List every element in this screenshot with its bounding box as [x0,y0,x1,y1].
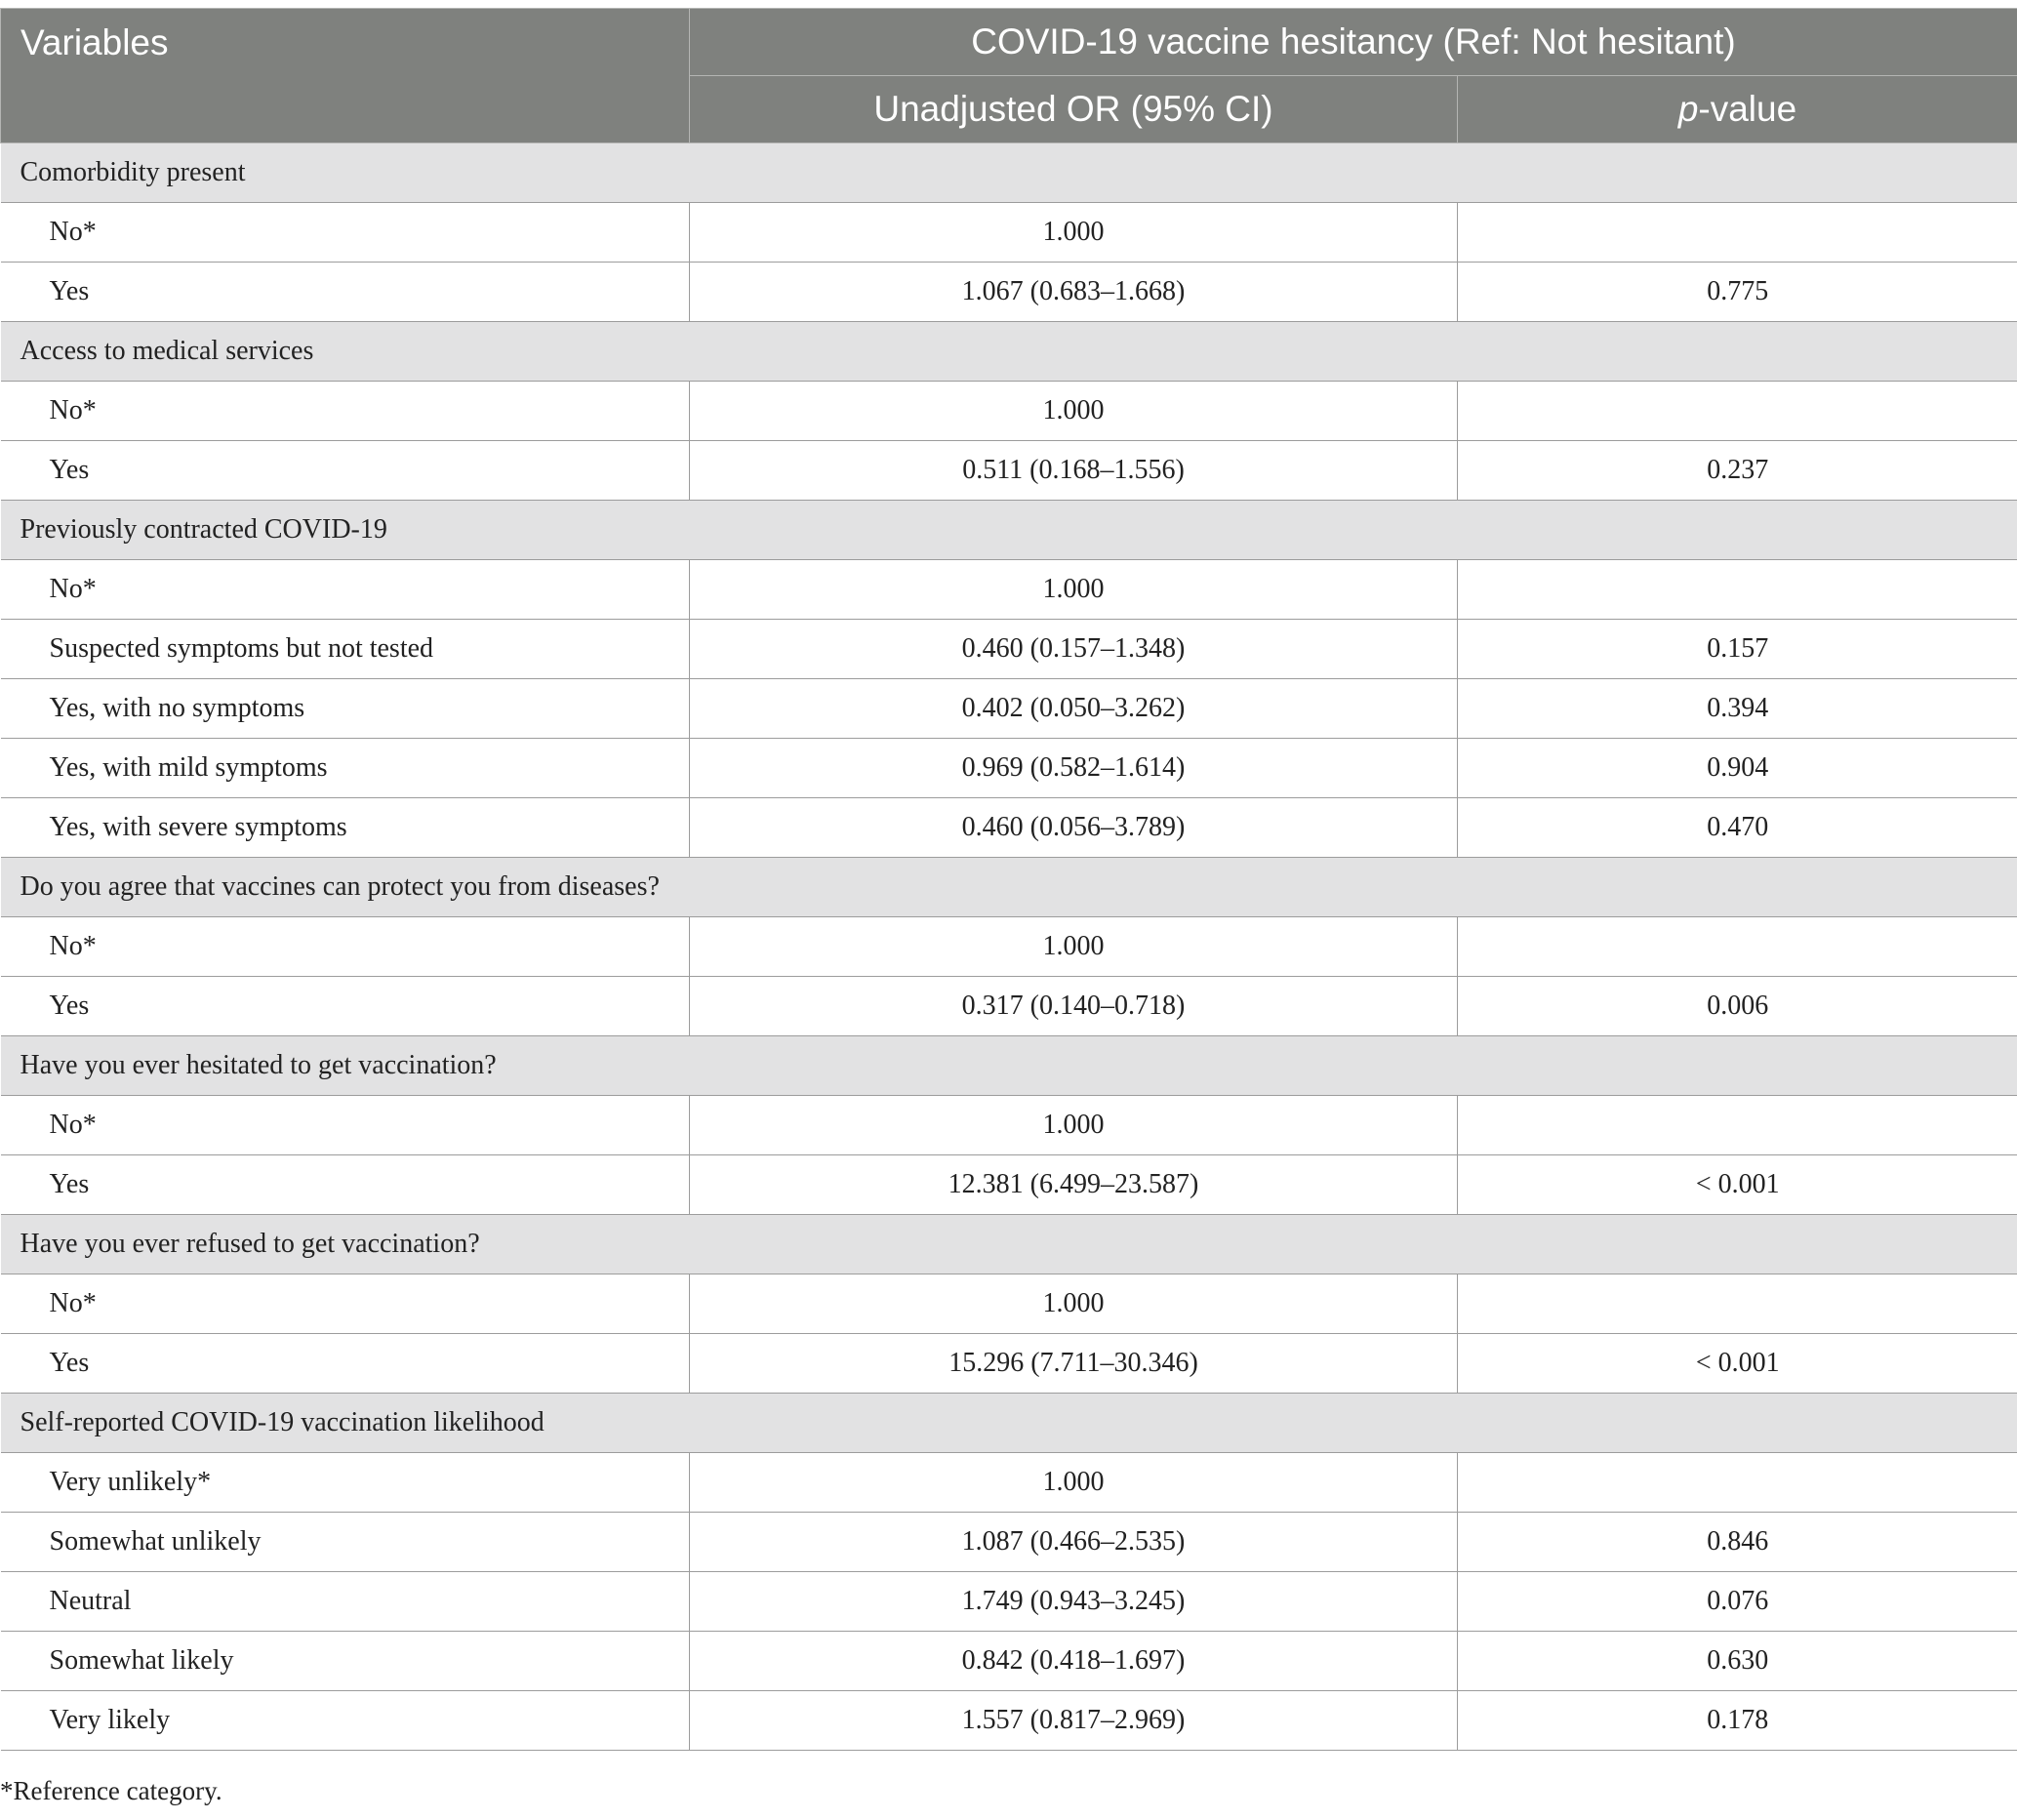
group-row [1,501,2017,560]
p-value-cell [1458,560,2017,620]
p-value-cell: 0.470 [1458,798,2017,858]
footnote: *Reference category. [0,1776,222,1805]
p-value-cell: 0.394 [1458,679,2017,739]
row-label: No* [1,560,690,620]
table-row [1,977,2017,1036]
row-label: Suspected symptoms but not tested [1,620,690,679]
table-row [1,679,2017,739]
p-value-cell: 0.904 [1458,739,2017,798]
table-row [1,1155,2017,1215]
unadjusted-or-header: Unadjusted OR (95% CI) [690,76,1458,143]
row-label: Yes, with severe symptoms [1,798,690,858]
odds-ratio-cell: 0.460 (0.157–1.348) [690,620,1458,679]
p-value-cell: 0.178 [1458,1691,2017,1751]
odds-ratio-cell: 0.842 (0.418–1.697) [690,1632,1458,1691]
p-value-cell [1458,382,2017,441]
p-value-cell: 0.630 [1458,1632,2017,1691]
table-row [1,560,2017,620]
odds-ratio-cell: 1.000 [690,560,1458,620]
odds-ratio-cell: 0.511 (0.168–1.556) [690,441,1458,501]
p-value-cell [1458,203,2017,263]
table-row [1,798,2017,858]
odds-ratio-cell: 0.460 (0.056–3.789) [690,798,1458,858]
row-label: Somewhat unlikely [1,1513,690,1572]
group-row [1,1215,2017,1274]
group-label: Previously contracted COVID-19 [1,501,2017,560]
row-label: Yes [1,1334,690,1394]
table-row [1,1274,2017,1334]
hesitancy-group-header: COVID-19 vaccine hesitancy (Ref: Not hesitant) [690,9,2017,76]
p-value-cell: < 0.001 [1458,1155,2017,1215]
row-label: No* [1,382,690,441]
p-value-header [1458,76,2017,143]
odds-ratio-cell: 1.067 (0.683–1.668) [690,263,1458,322]
p-value-cell [1458,917,2017,977]
odds-ratio-table [0,8,2017,1751]
table-row [1,1334,2017,1394]
odds-ratio-cell: 0.317 (0.140–0.718) [690,977,1458,1036]
p-value-header-italic: p [1677,89,1699,129]
table-row [1,263,2017,322]
p-value-cell: 0.775 [1458,263,2017,322]
table-row [1,1632,2017,1691]
odds-ratio-cell: 1.557 (0.817–2.969) [690,1691,1458,1751]
odds-ratio-cell: 1.000 [690,1453,1458,1513]
p-value-cell: 0.846 [1458,1513,2017,1572]
table-row [1,1453,2017,1513]
p-value-cell [1458,1096,2017,1155]
group-label: Self-reported COVID-19 vaccination likelihood [1,1394,2017,1453]
table-header [1,9,2017,143]
row-label: No* [1,917,690,977]
p-value-cell: 0.076 [1458,1572,2017,1632]
p-value-header-rest: -value [1698,89,1797,129]
table-row [1,1691,2017,1751]
p-value-cell [1458,1453,2017,1513]
odds-ratio-cell: 1.000 [690,203,1458,263]
table-row [1,382,2017,441]
group-row [1,858,2017,917]
p-value-cell: 0.006 [1458,977,2017,1036]
p-value-cell: 0.237 [1458,441,2017,501]
row-label: Yes, with mild symptoms [1,739,690,798]
odds-ratio-cell: 1.000 [690,382,1458,441]
header-row-top [1,9,2017,76]
table-row [1,1096,2017,1155]
row-label: Yes, with no symptoms [1,679,690,739]
group-label: Do you agree that vaccines can protect you from diseases? [1,858,2017,917]
group-label: Have you ever hesitated to get vaccination? [1,1036,2017,1096]
table-row [1,917,2017,977]
table-row [1,620,2017,679]
p-value-cell [1458,1274,2017,1334]
row-label: Yes [1,1155,690,1215]
p-value-cell: 0.157 [1458,620,2017,679]
table-row [1,203,2017,263]
table-body [1,143,2017,1751]
odds-ratio-cell: 15.296 (7.711–30.346) [690,1334,1458,1394]
group-row [1,1036,2017,1096]
odds-ratio-cell: 12.381 (6.499–23.587) [690,1155,1458,1215]
odds-ratio-cell: 1.749 (0.943–3.245) [690,1572,1458,1632]
odds-ratio-cell: 1.000 [690,1274,1458,1334]
table-row [1,739,2017,798]
odds-ratio-cell: 0.402 (0.050–3.262) [690,679,1458,739]
row-label: Yes [1,441,690,501]
group-label: Have you ever refused to get vaccination? [1,1215,2017,1274]
row-label: No* [1,1096,690,1155]
row-label: Somewhat likely [1,1632,690,1691]
row-label: No* [1,203,690,263]
table-row [1,441,2017,501]
odds-ratio-cell: 1.000 [690,1096,1458,1155]
row-label: Very unlikely* [1,1453,690,1513]
odds-ratio-cell: 0.969 (0.582–1.614) [690,739,1458,798]
row-label: No* [1,1274,690,1334]
group-label: Access to medical services [1,322,2017,382]
row-label: Very likely [1,1691,690,1751]
group-row [1,322,2017,382]
row-label: Yes [1,263,690,322]
group-row [1,1394,2017,1453]
table-row [1,1513,2017,1572]
table-row [1,1572,2017,1632]
group-row [1,143,2017,203]
odds-ratio-cell: 1.000 [690,917,1458,977]
variables-header: Variables [1,9,690,143]
group-label: Comorbidity present [1,143,2017,203]
row-label: Neutral [1,1572,690,1632]
row-label: Yes [1,977,690,1036]
odds-ratio-cell: 1.087 (0.466–2.535) [690,1513,1458,1572]
p-value-cell: < 0.001 [1458,1334,2017,1394]
